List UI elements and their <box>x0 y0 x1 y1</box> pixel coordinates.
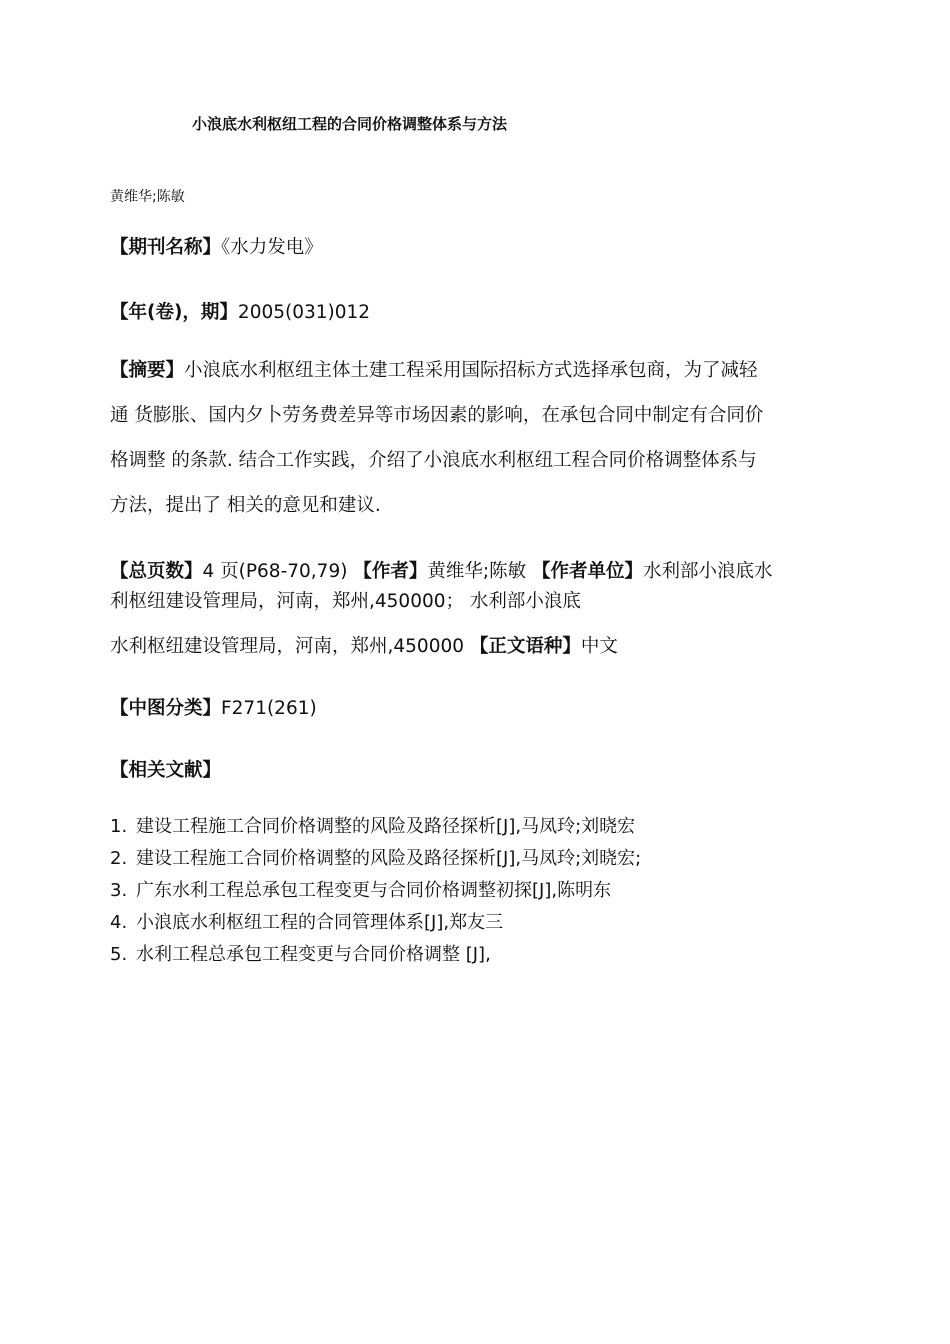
lang-label: 【正文语种】 <box>469 636 581 657</box>
classification-field <box>110 694 317 720</box>
info-line <box>110 632 618 658</box>
references-heading <box>110 756 221 782</box>
info-line <box>110 557 773 583</box>
issue-label: 【年(卷)，期】 <box>110 302 238 323</box>
list-item <box>110 943 641 975</box>
ref-text: 建设工程施工合同价格调整的风险及路径探析[J],马凤玲;刘晓宏 <box>136 816 636 837</box>
references-label: 【相关文献】 <box>110 760 222 781</box>
ref-text: 建设工程施工合同价格调整的风险及路径探析[J],马凤玲;刘晓宏; <box>136 848 642 869</box>
ref-number: 5. <box>110 944 128 965</box>
list-item <box>110 879 641 911</box>
journal-value: 《水力发电》 <box>221 237 323 258</box>
unit-value: 水利部小浪底水 <box>642 561 773 582</box>
info-line: 利枢纽建设管理局，河南，郑州,450000； 水利部小浪底 <box>110 591 581 612</box>
list-item <box>110 911 641 943</box>
pages-label: 【总页数】 <box>110 561 203 582</box>
references-list <box>110 815 641 975</box>
list-item <box>110 847 641 879</box>
ref-number: 3. <box>110 880 128 901</box>
unit-value: 水利枢纽建设管理局，河南，郑州,450000 <box>110 636 470 657</box>
ref-text: 广东水利工程总承包工程变更与合同价格调整初探[J],陈明东 <box>136 880 612 901</box>
abstract-line: 方法，提出了 相关的意见和建议. <box>110 495 381 516</box>
classification-value: F271(261) <box>221 698 317 719</box>
lang-value: 中文 <box>580 636 618 657</box>
abstract-label: 【摘要】 <box>110 360 185 381</box>
ref-number: 2. <box>110 848 128 869</box>
pages-value: 4 页(P68-70,79) <box>202 561 354 582</box>
author-value: 黄维华;陈敏 <box>427 561 532 582</box>
issue-value: 2005(031)012 <box>237 302 371 323</box>
abstract-text: 小浪底水利枢纽主体土建工程采用国际招标方式选择承包商，为了减轻 <box>184 360 758 381</box>
article-title: 小浪底水利枢纽工程的合同价格调整体系与方法 <box>192 115 508 133</box>
abstract-line: 格调整 的条款. 结合工作实践，介绍了小浪底水利枢纽工程合同价格调整体系与 <box>110 450 757 471</box>
ref-text: 水利工程总承包工程变更与合同价格调整 [J], <box>136 944 491 965</box>
journal-label: 【期刊名称】 <box>110 237 222 258</box>
article-authors: 黄维华;陈敏 <box>110 189 185 205</box>
ref-number: 4. <box>110 912 128 933</box>
abstract-line <box>110 356 758 382</box>
ref-number: 1. <box>110 816 128 837</box>
classification-label: 【中图分类】 <box>110 698 222 719</box>
abstract-line: 通 货膨胀、国内夕卜劳务费差异等市场因素的影响，在承包合同中制定有合同价 <box>110 405 764 426</box>
author-label: 【作者】 <box>353 561 428 582</box>
issue-field <box>110 298 370 324</box>
unit-label: 【作者单位】 <box>531 561 643 582</box>
journal-field <box>110 233 323 259</box>
ref-text: 小浪底水利枢纽工程的合同管理体系[J],郑友三 <box>136 912 504 933</box>
list-item <box>110 815 641 847</box>
